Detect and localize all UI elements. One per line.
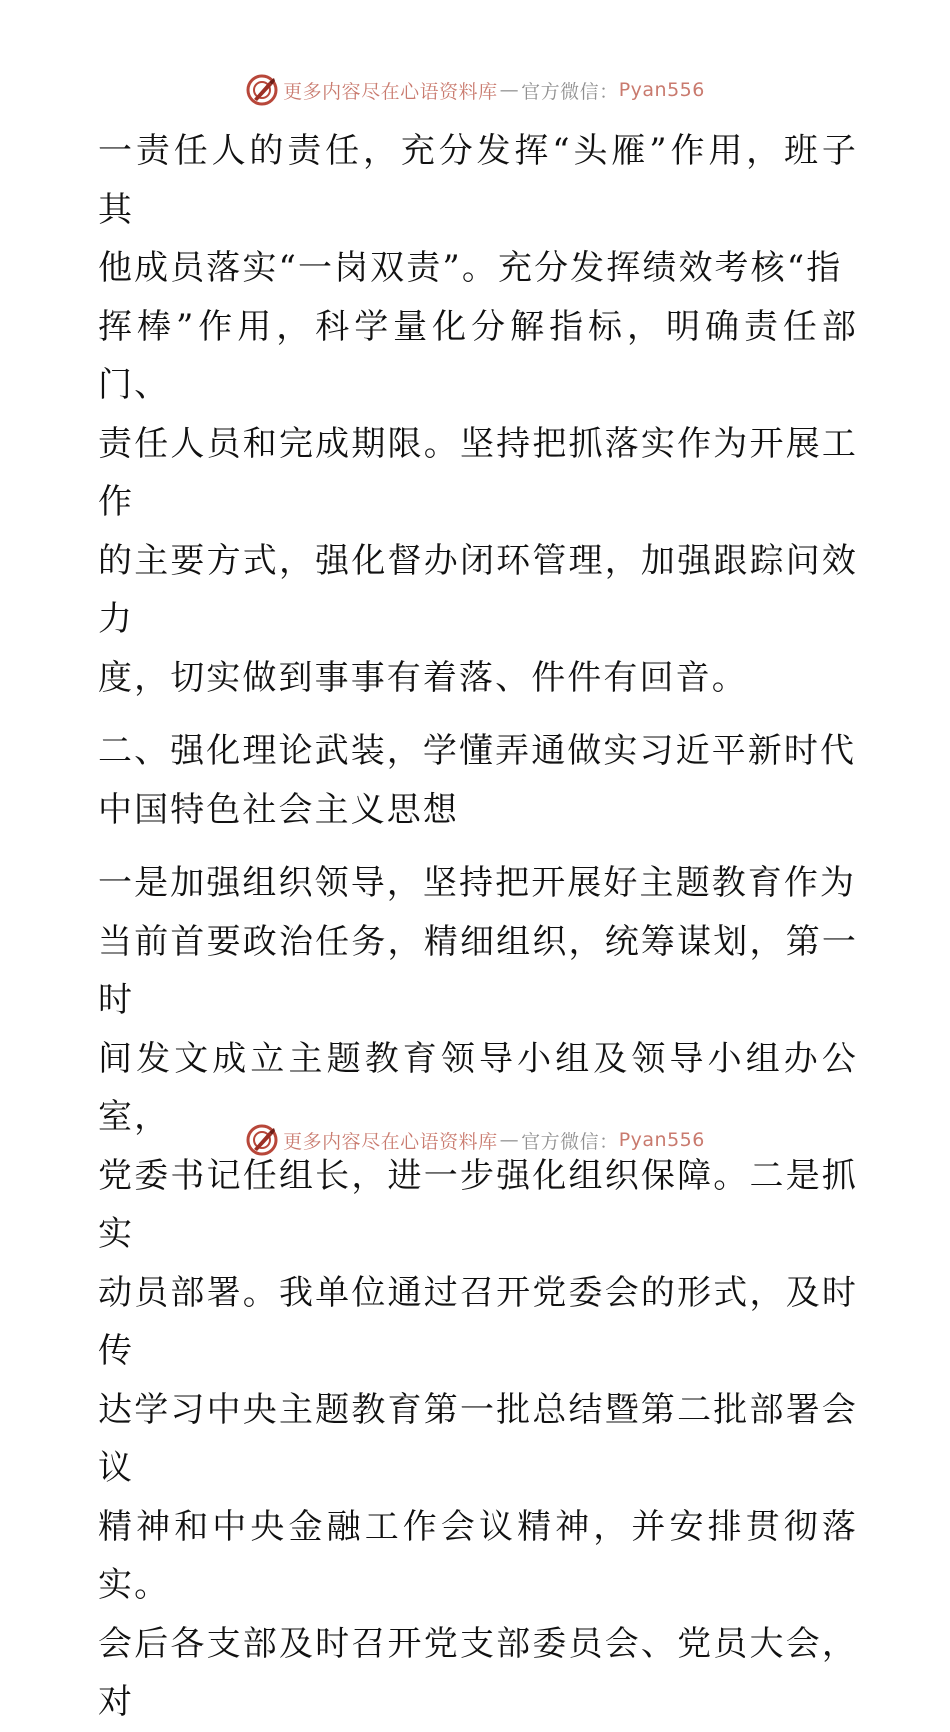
watermark-dash: — (499, 79, 520, 101)
watermark-text: 更多内容尽在心语资料库 (283, 80, 498, 103)
logo-icon (245, 1123, 279, 1157)
logo-icon (245, 73, 279, 107)
watermark-wechat-id: Pyan556 (618, 79, 705, 101)
watermark-wechat-id: Pyan556 (618, 1129, 705, 1151)
watermark-text: 更多内容尽在心语资料库 (283, 1130, 498, 1153)
section-heading: 二、强化理论武装，学懂弄通做实习近平新时代 中国特色社会主义思想 (98, 731, 857, 830)
watermark-header (0, 70, 950, 110)
watermark-wechat-label: 官方微信： (521, 1130, 619, 1153)
body-paragraph: 一是加强组织领导，坚持把开展好主题教育作为 当前首要政治任务，精细组织，统筹谋划，第一时 间发文成立主题教育领导小组及领导小组办公室， 党委书记任组长，进一步强化组织保障。二是抓实 动员部署。我单位通过召开党委会的形式，及时传 达学习中央主题教育第一批总结暨第二批部署会议 精神和中央金融工作会议精神，并安排贯彻落实。 会后各支部及时召开党支部委员会、党员大会，对 (98, 863, 858, 1722)
watermark-wechat-label: 官方微信： (521, 80, 619, 103)
watermark-dash: — (499, 1129, 520, 1151)
body-paragraph: 一责任人的责任，充分发挥“头雁”作用，班子其 他成员落实“一岗双责”。充分发挥绩效考核“指 挥棒”作用，科学量化分解指标，明确责任部门、 责任人员和完成期限。坚持把抓落实作为开展工作 的主要方式，强化督办闭环管理，加强跟踪问效力 度，切实做到事事有着落、件件有回音。 (98, 131, 858, 698)
document-body (98, 122, 858, 1732)
watermark-footer (0, 1120, 950, 1160)
